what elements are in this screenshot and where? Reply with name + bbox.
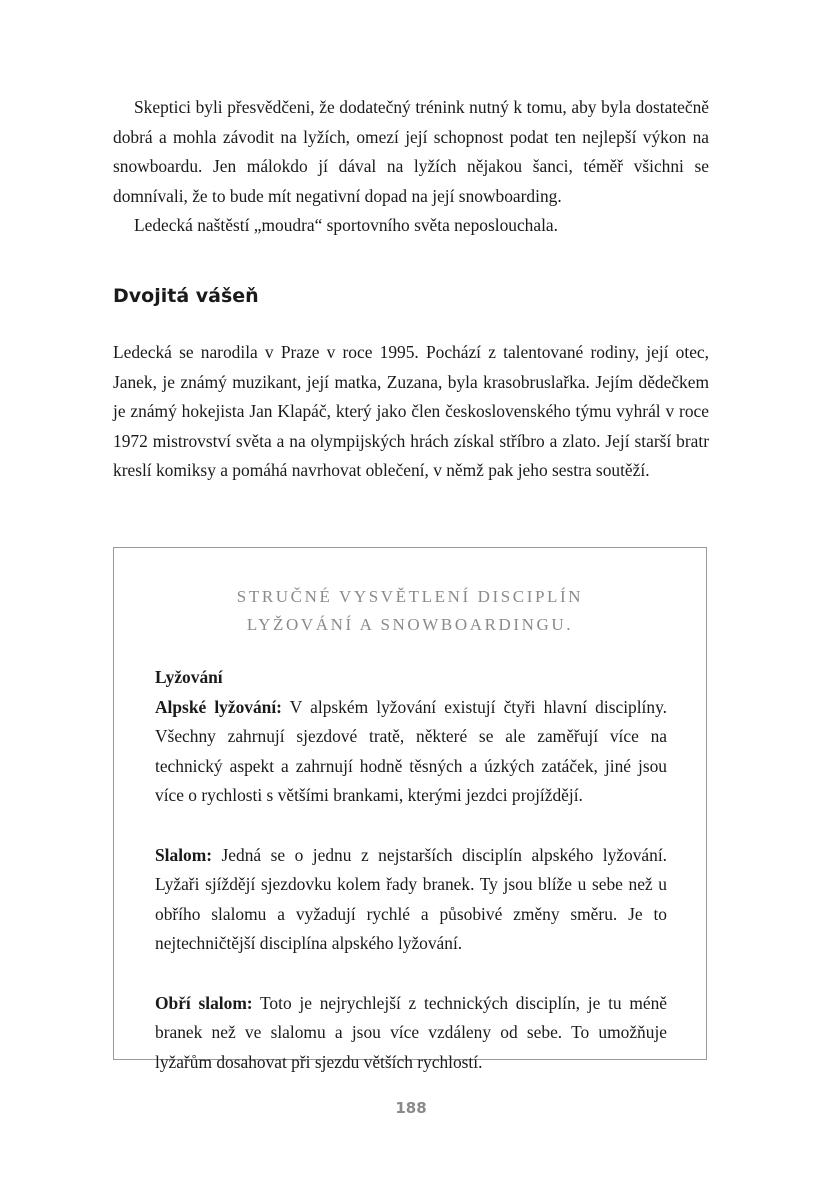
item-term: Alpské lyžování: [155, 696, 282, 717]
info-box-item [155, 693, 667, 811]
item-description: Toto je nejrychlejší z technických disciplín, je tu méně branek než ve slalomu a jsou více vzdáleny od sebe. To umožňuje lyžařům dosahovat při sjezdu větších rychlostí. [155, 992, 667, 1072]
intro-text [113, 93, 709, 241]
info-box-body [155, 663, 667, 1077]
section-heading: Dvojitá vášeň [113, 285, 259, 307]
item-description: Jedná se o jednu z nejstarších disciplín alpského lyžování. Lyžaři sjíždějí sjezdovku kolem řady branek. Ty jsou blíže u sebe než u obřího slalomu a vyžadují rychlé a působivé změny směru. Je to nejtechničtější disciplína alpského lyžování. [155, 844, 667, 954]
info-box-category [155, 663, 667, 693]
category-label: Lyžování [155, 667, 223, 687]
info-box [113, 547, 707, 1072]
section-paragraph: Ledecká se narodila v Praze v roce 1995. Pochází z talentované rodiny, její otec, Janek, je známý muzikant, její matka, Zuzana, byla krasobruslařka. Jejím dědečkem je známý hokejista Jan Klapáč, který jako člen československého týmu vyhrál v roce 1972 mistrovství světa a na olympijských hrách získal stříbro a zlato. Její starší bratr kreslí komiksy a pomáhá navrhovat oblečení, v němž pak jeho sestra soutěží. [113, 342, 709, 481]
info-box-title [114, 583, 706, 639]
info-box-title-line-1: STRUČNÉ VYSVĚTLENÍ DISCIPLÍN [236, 587, 584, 606]
intro-paragraph-1: Skeptici byli přesvědčeni, že dodatečný trénink nutný k tomu, aby byla dostatečně dobrá a mohla závodit na lyžích, omezí její schopnost podat ten nejlepší výkon na snowboardu. Jen málokdo jí dával na lyžích nějakou šanci, téměř všichni se domnívali, že to bude mít negativní dopad na její snowboarding. [113, 97, 709, 206]
section-text [113, 338, 709, 486]
item-term: Obří slalom: [155, 992, 253, 1013]
info-box-item [155, 989, 667, 1078]
intro-paragraph-2: Ledecká naštěstí „moudra“ sportovního světa neposlouchala. [134, 215, 558, 236]
item-description: V alpském lyžování existují čtyři hlavní disciplíny. Všechny zahrnují sjezdové tratě, některé se ale zaměřují více na technický aspekt a zahrnují hodně těsných a úzkých zatáček, jiné jsou více o rychlosti s většími brankami, kterými jezdci projíždějí. [155, 696, 667, 806]
page-number: 188 [395, 1099, 427, 1117]
info-box-title-line-2: LYŽOVÁNÍ A SNOWBOARDINGU. [246, 615, 574, 634]
item-term: Slalom: [155, 844, 213, 865]
info-box-item [155, 841, 667, 959]
